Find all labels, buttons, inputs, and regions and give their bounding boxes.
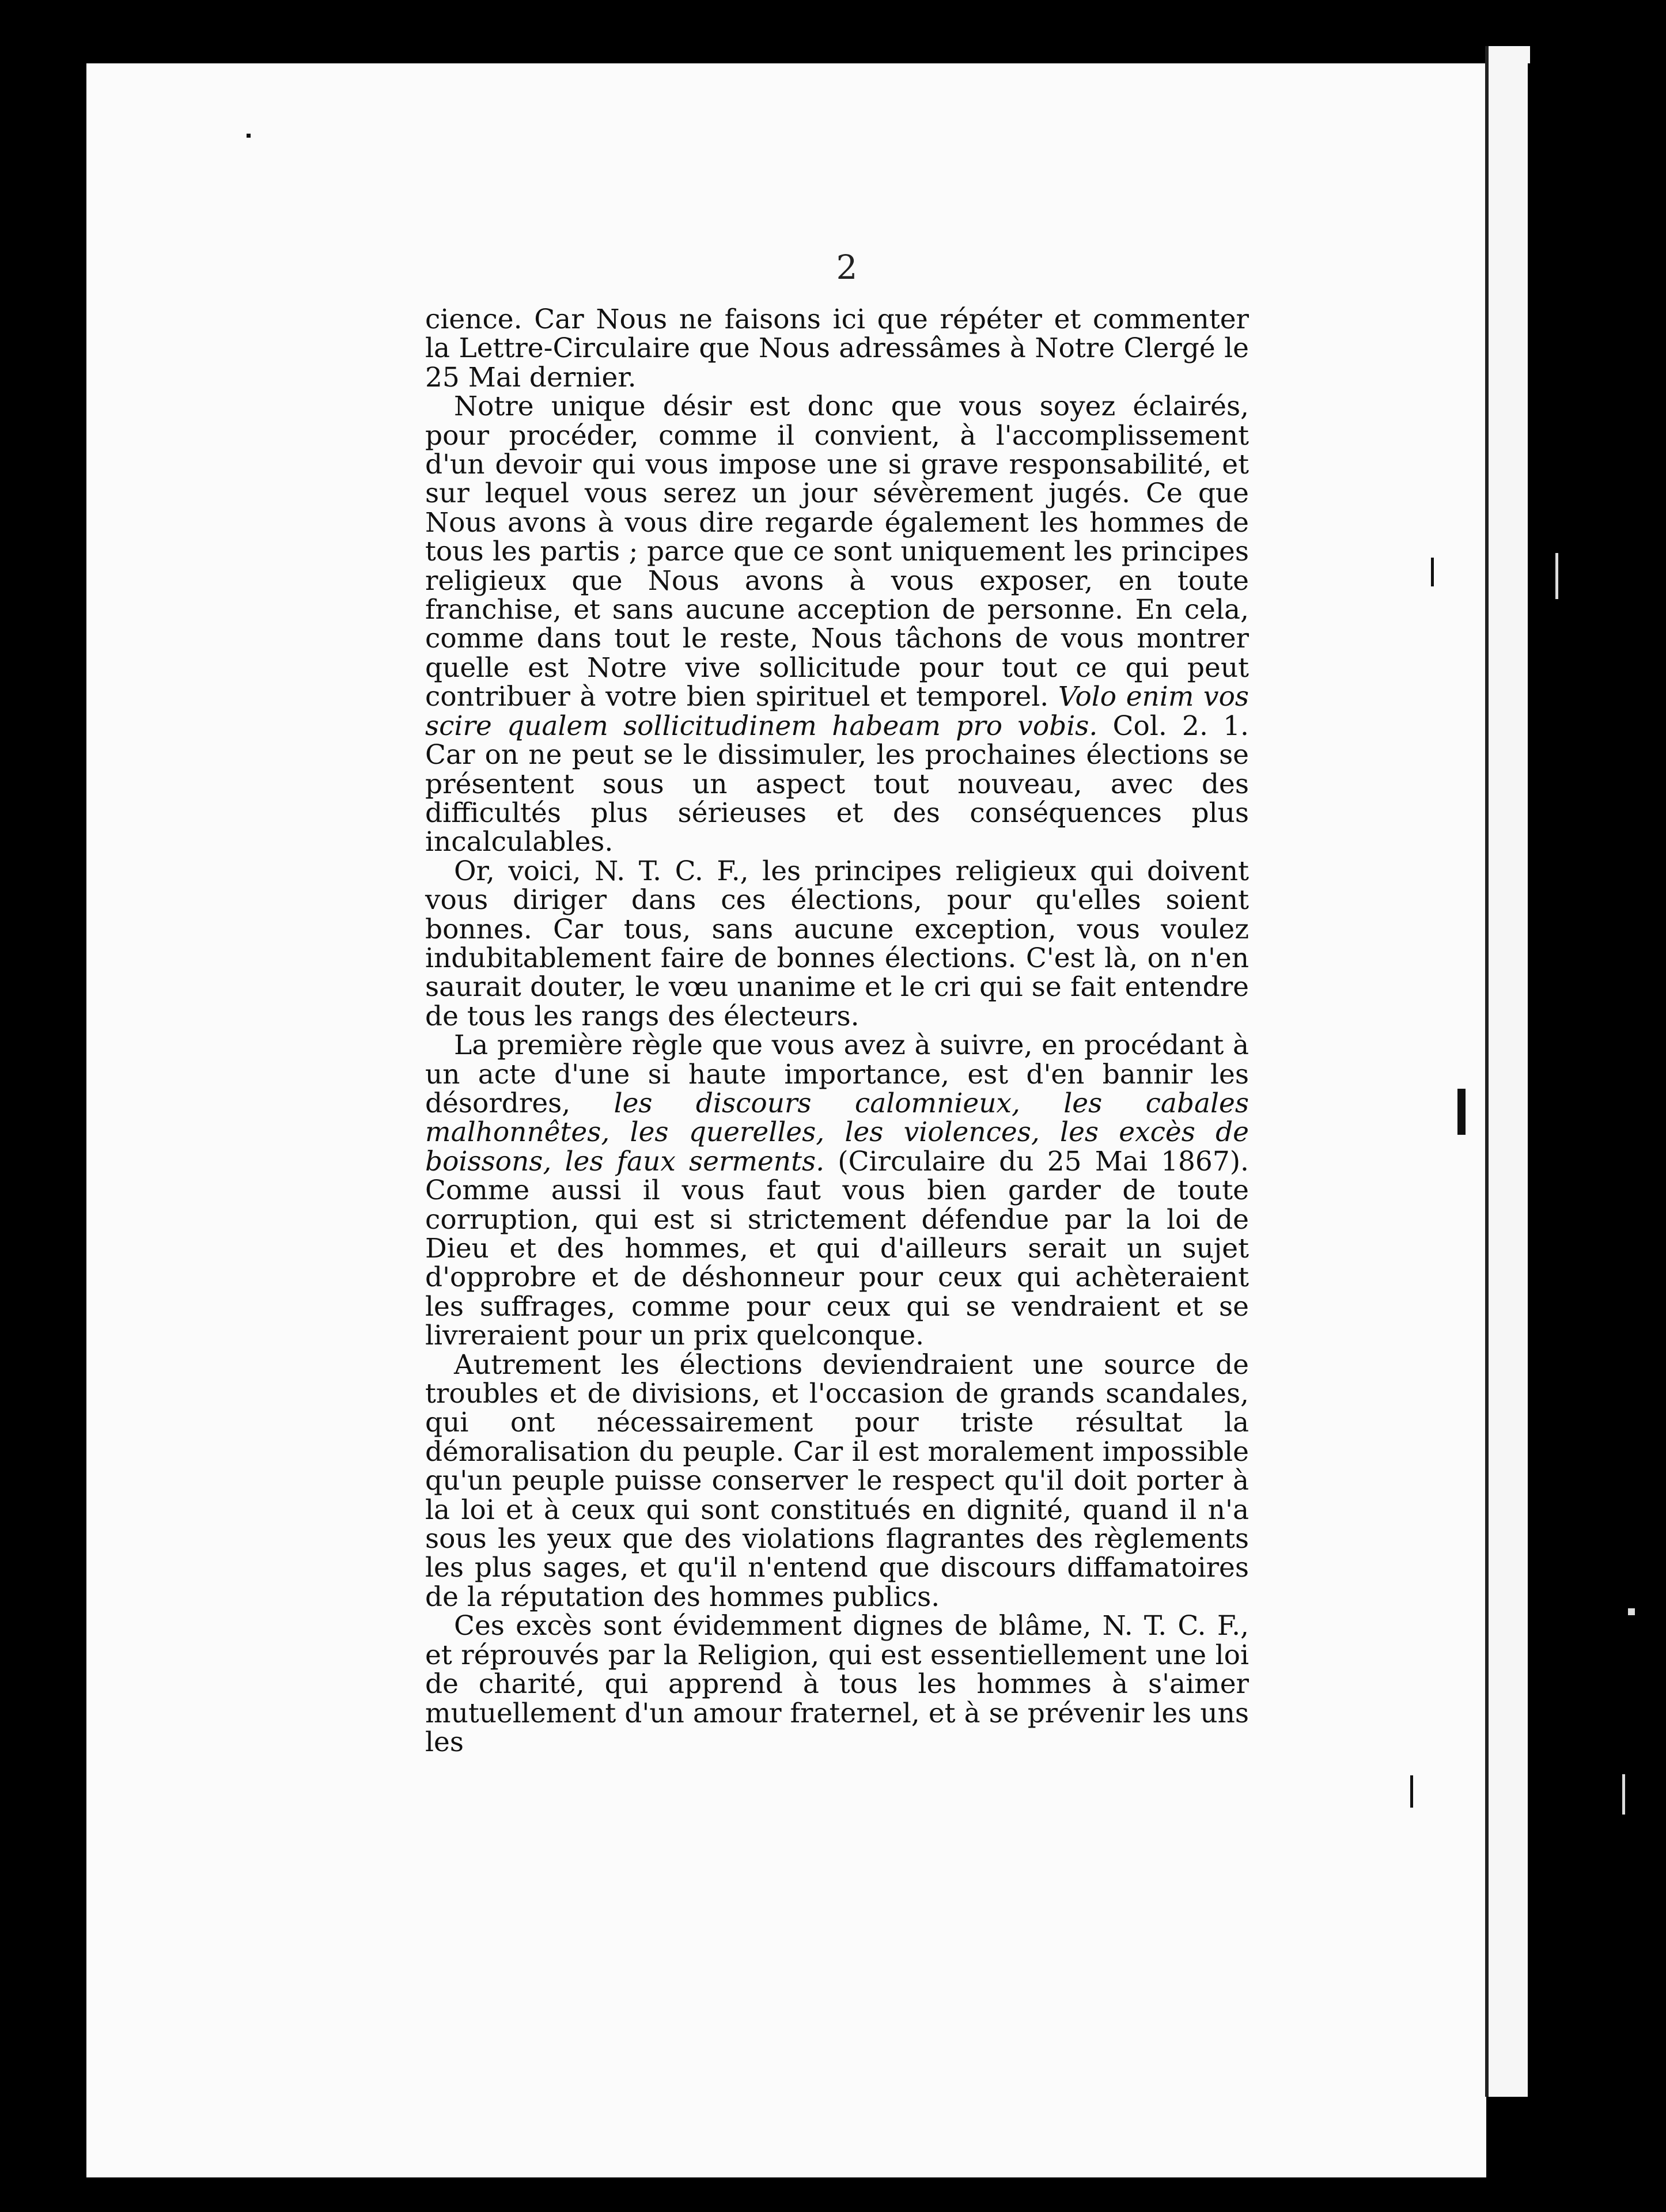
paragraph-p5 [425, 1351, 1249, 1612]
scan-speck [1410, 1775, 1413, 1808]
scan-speck [1431, 558, 1434, 586]
scan-margin-right [1528, 63, 1666, 2103]
paragraph-p2 [425, 392, 1249, 857]
paragraph-text: Notre unique désir est donc que vous soyez éclairés, pour procéder, comme il convient, à l'accomplissement d'un devoir qui vous impose une si grave responsabilité, et sur lequel vous serez un jour sévèrement jugés. Ce que Nous avons à vous dire regarde également les hommes de tous les partis ; parce que ce sont uniquement les principes religieux que Nous avons à vous exposer, en toute franchise, et sans aucune acception de personne. En cela, comme dans tout le reste, Nous tâchons de vous montrer quelle est Notre vive sollicitude pour tout ce qui peut contribuer à votre bien spirituel et temporel. [425, 391, 1249, 713]
paragraph-text: Ces excès sont évidemment dignes de blâme, N. T. C. F., et réprouvés par la Religion, qui est essentiellement une loi de charité, qui apprend à tous les hommes à s'aimer mutuellement d'un amour fraternel, et à se prévenir les uns les [425, 1610, 1249, 1758]
paragraph-p6 [425, 1612, 1249, 1757]
paragraph-p1 [425, 305, 1249, 392]
paragraph-text: cience. Car Nous ne faisons ici que répéter et commenter la Lettre-Circulaire que Nous adressâmes à Notre Clergé le 25 Mai dernier. [425, 304, 1249, 393]
italic-text: les discours calomnieux, les cabales malhonnêtes, les querelles, les violences, les excès de boissons, les faux serments. [425, 1087, 1249, 1177]
paragraph-text: (Circulaire du 25 Mai 1867). Comme aussi il vous faut vous bien garder de toute corruption, qui est si strictement défendue par la loi de Dieu et des hommes, et qui d'ailleurs serait un sujet d'opprobre et de déshonneur pour ceux qui achèteraient les suffrages, comme pour ceux qui se vendraient et se livreraient pour un prix quelconque. [425, 1145, 1249, 1352]
paragraph-text: La première règle que vous avez à suivre, en procédant à un acte d'une si haute importance, est d'en bannir les désordres, [425, 1029, 1249, 1119]
paragraph-text: Or, voici, N. T. C. F., les principes religieux qui doivent vous diriger dans ces élections, pour qu'elles soient bonnes. Car tous, sans aucune exception, vous voulez indubitablement faire de bonnes élections. C'est là, on n'en saurait douter, le vœu unanime et le cri qui se fait entendre de tous les rangs des électeurs. [425, 855, 1249, 1032]
page-number: 2 [836, 248, 858, 287]
paragraph-p4 [425, 1031, 1249, 1350]
scan-speck [1622, 1774, 1625, 1815]
paragraph-text: Col. 2. 1. Car on ne peut se le dissimuler, les prochaines élections se présentent sous un aspect tout nouveau, avec des difficultés plus sérieuses et des conséquences plus incalculables. [425, 710, 1249, 858]
adjacent-page-edge [1485, 46, 1530, 2097]
paragraph-p3 [425, 857, 1249, 1031]
scan-speck [247, 134, 251, 138]
paragraph-text: Autrement les élections deviendraient une source de troubles et de divisions, et l'occasion de grands scandales, qui ont nécessairement pour triste résultat la démoralisation du peuple. Car il est moralement impossible qu'un peuple puisse conserver le respect qu'il doit porter à la loi et à ceux qui sont constitués en dignité, quand il n'a sous les yeux que des violations flagrantes des règlements les plus sages, et qu'il n'entend que discours diffamatoires de la réputation des hommes publics. [425, 1349, 1249, 1613]
scan-speck [1457, 1089, 1466, 1135]
scan-speck [1628, 1608, 1635, 1615]
scan-speck [1555, 553, 1558, 599]
body-text [425, 305, 1249, 1757]
italic-text: Volo enim vos scire qualem sollicitudinem habeam pro vobis. [425, 681, 1249, 742]
